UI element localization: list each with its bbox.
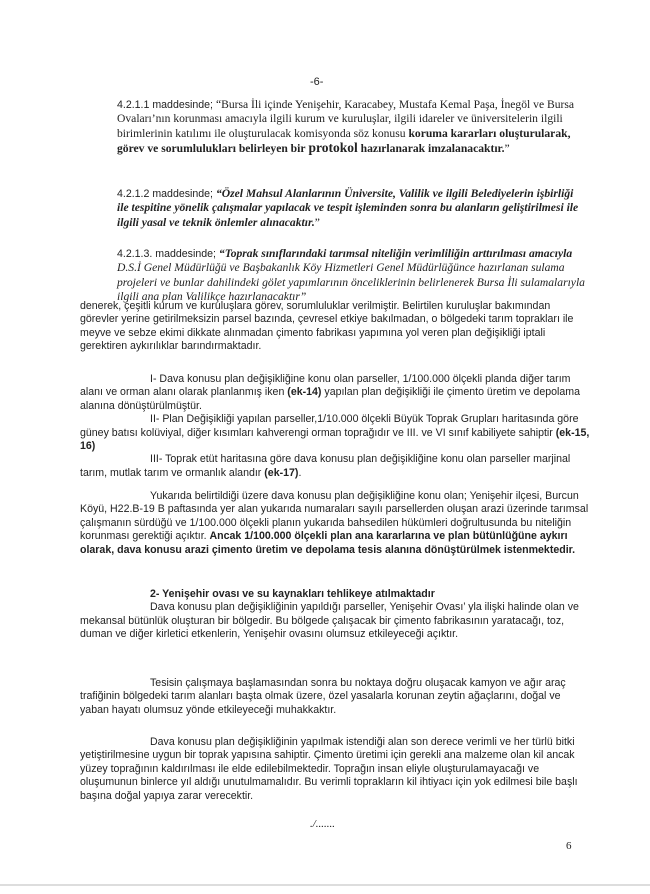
summary-conclusion: Ancak 1/100.000 ölçekli plan ana kararlarına ve plan bütünlüğüne aykırı olarak, dava konusu arazi çimento üretim ve depolama tesis alanına dönüştürülmek istenmektedir. [80,530,576,556]
close-quote: ” [504,142,510,156]
finding-text: II- Plan Değişikliği yapılan parseller,1/10.000 ölçekli Büyük Toprak Grupları haritasında göre güney batısı kolüviyal, diğer kısımları kahverengi orman toprağıdır ve III. ve VI sınıf kabiliyete sahiptir [80,413,579,439]
continuation-marker: ./....... [310,818,336,830]
annex-ref: (ek-15, 16) [80,426,590,453]
finding-1 [80,373,590,413]
article-number: 4.2.1.1 maddesinde; [117,99,216,111]
section-2 [80,588,590,642]
article-quote: “Bursa İli içinde Yenişehir, Karacabey, Mustafa Kemal Paşa, İnegöl ve Bursa Ovaları’nın korunması amacıyla ilgili kurum ve kuruluşlar, ilgili idareler ve üniversitelerin ilgili birimlerinin katılımı ile oluşturulacak komisyonda söz konusu [117,98,575,140]
page-marker: -6- [310,76,324,88]
finding-text: III- Toprak etüt haritasına göre dava konusu plan değişikliğine konu olan parseller marjinal tarım, mutlak tarım ve ormanlık alandır [80,453,571,479]
article-4-2-1-3 [117,247,587,305]
article-quote-bold: “Toprak sınıflarındaki tarımsal niteliğin verimliliğin arttırılması amacıyla [218,247,573,260]
section-heading: 2- Yenişehir ovası ve su kaynakları tehlikeye atılmaktadır [150,588,435,600]
article-number: 4.2.1.2 maddesinde; [117,188,216,200]
finding-text: yapılan plan değişikliği ile çimento üretim ve depolama alanına dönüştürülmüştür. [80,386,580,412]
summary-text: Yukarıda belirtildiği üzere dava konusu plan değişikliğine konu olan; Yenişehir ilçesi, Burcun Köyü, H22.B-19 B paftasında yer alan yukarıda numaraları sayılı parsellerden oluşan arazi üzerinde tarımsal çalışmanın sürdüğü ve 1/100.000 ölçekli planın yukarıda bahsedilen hükümleri doğrultusunda bu niteliğin korunması gerektiği açıktır. [80,490,589,543]
finding-3 [80,453,590,480]
article-continuation: denerek, çeşitli kurum ve kuruluşlara görev, sorumluluklar verilmiştir. Belirtilen kuruluşlar bakımından görevler yerine getirilmeksizin parsel bazında, çevresel etkiye bakılmadan, o bölgedeki tarım toprakları ile meyve ve sebze ekimi dikkate alınmadan çimento fabrikası yapımına yol veren plan değişikliği iptali gerektiren aykırılıklar barındırmaktadır. [80,300,574,353]
soil-paragraph [80,736,590,803]
article-quote-bold-end: hazırlanarak imzalanacaktır. [360,142,505,156]
traffic-paragraph [80,677,590,717]
article-quote: “Özel Mahsul Alanlarının Üniversite, Valilik ve ilgili Belediyelerin işbirliği ile tespitine yönelik çalışmalar yapılacak ve tespit işleminden sonra bu alanların geliştirilmesi ile ilgili yasal ve teknik önlemler alınacaktır. [117,187,579,229]
article-number: 4.2.1.3. maddesinde; [117,248,219,260]
finding-text: I- Dava konusu plan değişikliğine konu olan parseller, 1/100.000 ölçekli planda diğer tarım alanı ve orman alanı olarak planlanmış iken [80,373,571,399]
annex-ref: (ek-14) [287,386,322,399]
article-4-2-1-2 [117,187,587,230]
paragraph-text: Dava konusu plan değişikliğinin yapılmak istendiği alan son derece verimli ve her türlü bitki yetiştirilmesine uygun bir toprak yapısına sahiptir. Çimento üretimi için gerekli ana malzeme olan kil ancak yüzey toprağının kaldırılması ile elde edilebilmektedir. Toprağın insan eliyle oluşturulamayacağı ve oluşumunun binlerce yıl aldığı unutulmamalıdır. Bu verimli toprakların kil ihtiyacı için yok edilmesi bile başlı başına doğal yapıya zarar verecektir. [80,736,578,802]
annex-ref: (ek-17) [264,466,299,479]
section-text: Dava konusu plan değişikliğinin yapıldığı parseller, Yenişehir Ovası’ yla ilişki halinde olan ve mekansal bütünlük oluşturan bir bölgedir. Bu bölgede çalışacak bir çimento fabrikasının yaratacağı, toz, duman ve diğer kirletici etkenlerin, Yenişehir ovasını olumsuz etkileyeceği açıktır. [80,601,579,641]
page-number: 6 [566,840,572,852]
article-4-2-1-1 [117,98,587,157]
scan-edge-line [0,884,650,886]
article-quote-bold: koruma kararları oluşturularak, görev ve sorumlulukları belirleyen bir [117,126,571,156]
article-quote-italic: D.S.İ Genel Müdürlüğü ve Başbakanlık Köy Hizmetleri Genel Müdürlüğünce hazırlanan sulama projeleri ve bunlar dahilindeki gölet yapımlarının önceliklerinin belirlenerek Bursa İli sulamalarıyla ilgili ana plan Valilikçe hazırlanacaktır” [117,261,585,304]
parcel-findings [80,373,590,480]
finding-2 [80,413,590,453]
article-quote-emphasis: protokol [308,140,358,156]
finding-text: . [298,466,302,479]
close-quote: ” [314,215,320,229]
summary-paragraph [80,490,590,557]
paragraph-text: Tesisin çalışmaya başlamasından sonra bu noktaya doğru oluşacak kamyon ve ağır araç trafiğinin bölgedeki tarım alanları başta olmak üzere, özel yasalarla korunan zeytin ağaçlarını, doğal ve yaban hayatı olumsuz yönde etkileyeceği muhakkaktır. [80,677,566,716]
